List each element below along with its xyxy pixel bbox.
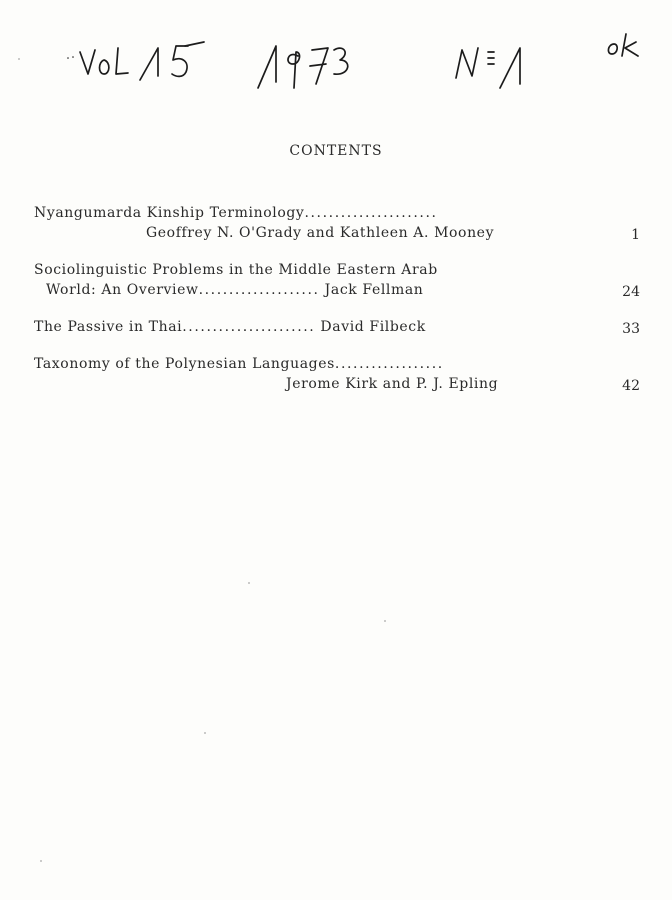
toc-entry-authors: Jerome Kirk and P. J. Epling <box>286 376 499 392</box>
entry-author: David Filbeck <box>320 319 426 335</box>
paper-speck <box>384 620 386 622</box>
paper-speck <box>248 582 250 584</box>
entry-author: Jack Fellman <box>324 282 424 298</box>
paper-speck <box>40 860 42 862</box>
toc-entry-title: Sociolinguistic Problems in the Middle Eastern Arab <box>34 262 438 278</box>
dot-leader: .................. <box>334 356 444 372</box>
dot-leader: ...................... <box>182 319 316 335</box>
handwriting-drawing <box>0 30 672 120</box>
toc-page-number: 42 <box>622 378 640 394</box>
paper-speck <box>204 732 206 734</box>
toc-entry-title-cont <box>46 281 423 299</box>
entry-title: Nyangumarda Kinship Terminology <box>34 205 305 221</box>
toc-page-number: 33 <box>622 321 640 337</box>
toc-page-number: 1 <box>631 227 640 243</box>
paper-speck <box>18 58 20 60</box>
entry-title: The Passive in Thai <box>34 319 183 335</box>
dot-leader: .................... <box>198 282 320 298</box>
toc-entry-authors: Geoffrey N. O'Grady and Kathleen A. Mooney <box>146 225 495 241</box>
entry-title: Taxonomy of the Polynesian Languages <box>34 356 335 372</box>
dot-leader: ...................... <box>304 205 438 221</box>
handwritten-annotation <box>0 30 672 120</box>
toc-entry-title <box>34 318 426 336</box>
toc-entry-title <box>34 355 444 373</box>
entry-title: World: An Overview <box>46 282 199 298</box>
contents-heading: CONTENTS <box>289 143 383 159</box>
toc-entry-title <box>34 204 438 222</box>
toc-page-number: 24 <box>622 284 640 300</box>
